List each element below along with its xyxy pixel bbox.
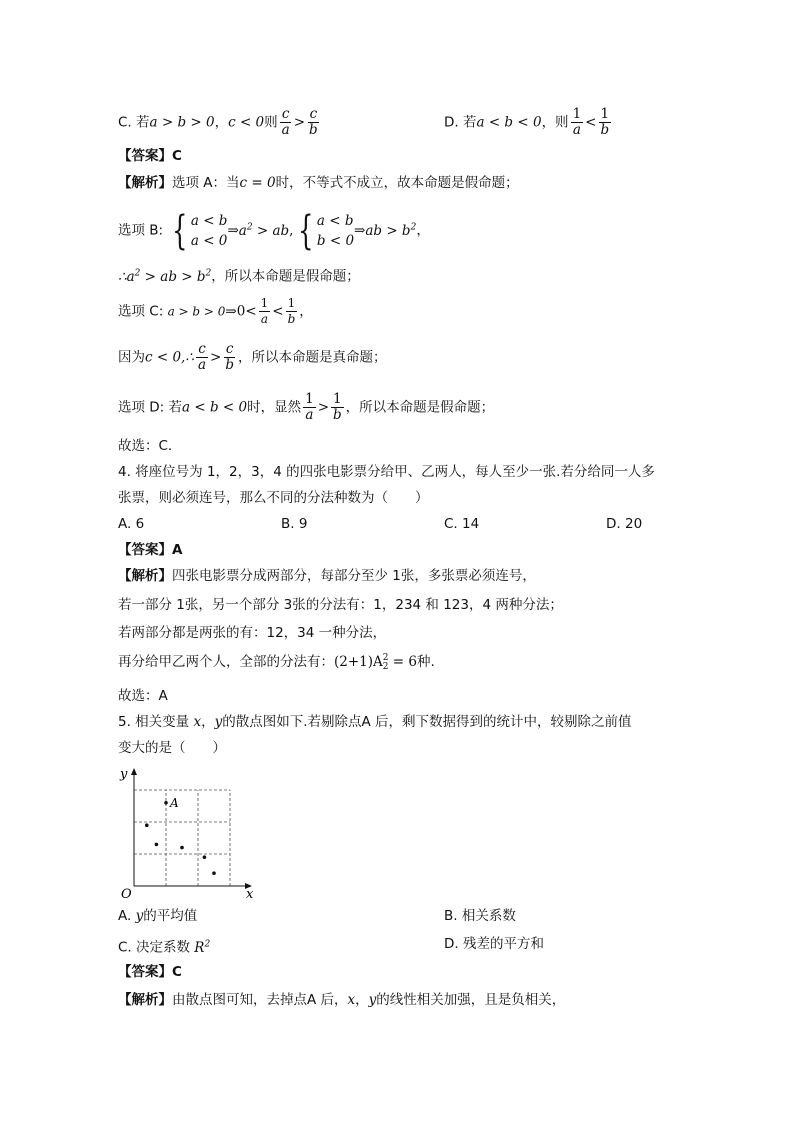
text: 选项 A：当 (172, 175, 240, 191)
math-cond: a > b > 0 (149, 114, 215, 131)
option-label: D. 若 (444, 114, 477, 131)
option-3c: C. 若a > b > 0，c < 0则 $\frac{c}{a}$ > $\frac{c}{b}$ (118, 106, 318, 138)
fraction: $\frac{1}{b}$ (287, 296, 296, 326)
text: 5. 相关变量 (118, 714, 190, 730)
text: 选项 D: 若 (118, 399, 183, 416)
text: ，则 (541, 114, 569, 131)
analysis-3c: 选项 C: a > b > 0⇒0< $\frac{1}{a}$ < $\frac{1}{b}$ ， (118, 296, 313, 326)
origin-label: O (121, 887, 132, 900)
point-label: A (170, 795, 179, 810)
fraction: $\frac{1}{b}$ (600, 106, 610, 138)
text: ，所以本命题是真命题； (237, 349, 387, 366)
text: 时，显然 (247, 399, 302, 416)
fraction: $\frac{c}{b}$ (309, 106, 318, 138)
scatter-point (145, 823, 149, 827)
analysis-4-2: 若一部分 1张，另一个部分 3张的分法有：1，234 和 123，4 两种分法； (118, 597, 563, 613)
analysis-3d: 选项 D: 若a < b < 0时，显然 $\frac{1}{a}$ > $\frac{1}{b}$ ，所以本命题是假命题； (118, 391, 495, 423)
choose-4: 故选：A (118, 688, 168, 704)
option-5d: D. 残差的平方和 (444, 936, 544, 952)
option-4c: C. 14 (444, 516, 480, 532)
plot-grid (134, 790, 230, 886)
system: { a < b b < 0 (298, 207, 355, 254)
text: 则 (264, 114, 278, 131)
analysis-4-4: 再分给甲乙两个人，全部的分法有：(2+1)A 2 2 = 6种. (118, 652, 435, 672)
scatter-point (203, 855, 207, 859)
option-4b: B. 9 (281, 516, 308, 532)
scatter-point (180, 846, 184, 850)
text: 种. (417, 654, 435, 670)
analysis-5-1: 【解析】由散点图可知，去掉点A 后，x，y的线性相关加强，且是负相关， (118, 992, 566, 1008)
option-4a: A. 6 (118, 516, 145, 532)
question-4-stem-1: 4. 将座位号为 1，2，3，4 的四张电影票分给甲、乙两人，每人至少一张.若分给同一人多 (118, 464, 655, 480)
fraction: $\frac{c}{a}$ (281, 106, 290, 138)
math-cond: a < b < 0 (476, 114, 542, 131)
option-label: C. 决定系数 (118, 939, 191, 956)
answer-5: 【答案】C (118, 964, 182, 980)
fraction: $\frac{c}{b}$ (225, 341, 234, 373)
question-5-stem-1: 5. 相关变量 x，y的散点图如下.若剔除点A 后，剩下数据得到的统计中，较剔除之前值 (118, 714, 632, 730)
text: 的平均值 (143, 908, 198, 924)
scatter-point (212, 871, 216, 875)
question-4-stem-2: 张票，则必须连号，那么不同的分法种数为（ ） (118, 490, 429, 506)
option-label: C. 若 (118, 114, 150, 131)
math: c = 0 (239, 175, 276, 191)
option-5c: C. 决定系数 $R^2$ (118, 939, 211, 956)
analysis-3b: 选项 B: { a < b a < 0 $\Rightarrow a^2$ > ab, { a < b b < 0 ⇒ab > $b^2$， (118, 207, 430, 254)
option-label: A. (118, 908, 132, 924)
text: 时，不等式不成立，故本命题是假命题； (275, 175, 519, 191)
option-5b: B. 相关系数 (444, 908, 516, 924)
text: 四张电影票分成两部分，每部分至少 1张，多张票必须连号， (172, 568, 536, 584)
analysis-4-1 (118, 566, 536, 586)
option-5a: A. y的平均值 (118, 908, 198, 924)
scatter-point (155, 843, 159, 847)
text: 所以本命题是假命题； (224, 268, 360, 285)
scatter-points (145, 796, 216, 875)
analysis-3a (118, 173, 519, 193)
y-axis-label: y (120, 767, 128, 782)
answer-4: 【答案】A (118, 542, 183, 558)
answer-3: 【答案】C (118, 148, 182, 164)
choose-3: 故选：C． (118, 438, 182, 454)
text: 选项 C: (118, 303, 164, 320)
fraction: $\frac{c}{a}$ (197, 341, 206, 373)
analysis-head: 【解析】 (118, 175, 172, 191)
fraction: $\frac{1}{a}$ (260, 296, 269, 326)
scatter-plot (112, 760, 262, 900)
text: 由散点图可知，去掉点A 后， (172, 992, 348, 1008)
system: { a < b a < 0 (172, 207, 228, 254)
analysis-head: 【解析】 (118, 568, 172, 584)
text: 的散点图如下.若剔除点A 后，剩下数据得到的统计中，较剔除之前值 (222, 714, 632, 730)
analysis-head: 【解析】 (118, 992, 172, 1008)
math-cond: c < 0 (228, 114, 265, 131)
text: 的线性相关加强，且是负相关， (376, 992, 566, 1008)
analysis-3b-conc: $\therefore a^2$ > ab > $b^2$，所以本命题是假命题； (118, 268, 360, 285)
text: 因为 (118, 349, 145, 366)
analysis-3c2: 因为c < 0,∴ $\frac{c}{a}$ > $\frac{c}{b}$ ，所以本命题是真命题； (118, 341, 387, 373)
x-axis-label: x (246, 887, 254, 900)
fraction: $\frac{1}{a}$ (572, 106, 582, 138)
option-3d: D. 若a < b < 0，则 $\frac{1}{a}$ < $\frac{1}{b}$ (444, 106, 610, 138)
analysis-4-3: 若两部分都是两张的有：12，34 一种分法， (118, 625, 387, 641)
text: ，所以本命题是假命题； (345, 399, 495, 416)
question-5-stem-2: 变大的是（ ） (118, 740, 226, 756)
text: 再分给甲乙两个人，全部的分法有： (118, 654, 334, 670)
text: 选项 B: (118, 222, 164, 239)
fraction: $\frac{1}{b}$ (333, 391, 342, 423)
fraction: $\frac{1}{a}$ (305, 391, 314, 423)
scatter-point (164, 801, 168, 805)
option-4d: D. 20 (606, 516, 643, 532)
y-axis-arrow-icon (131, 768, 137, 775)
text: ， (214, 114, 229, 131)
